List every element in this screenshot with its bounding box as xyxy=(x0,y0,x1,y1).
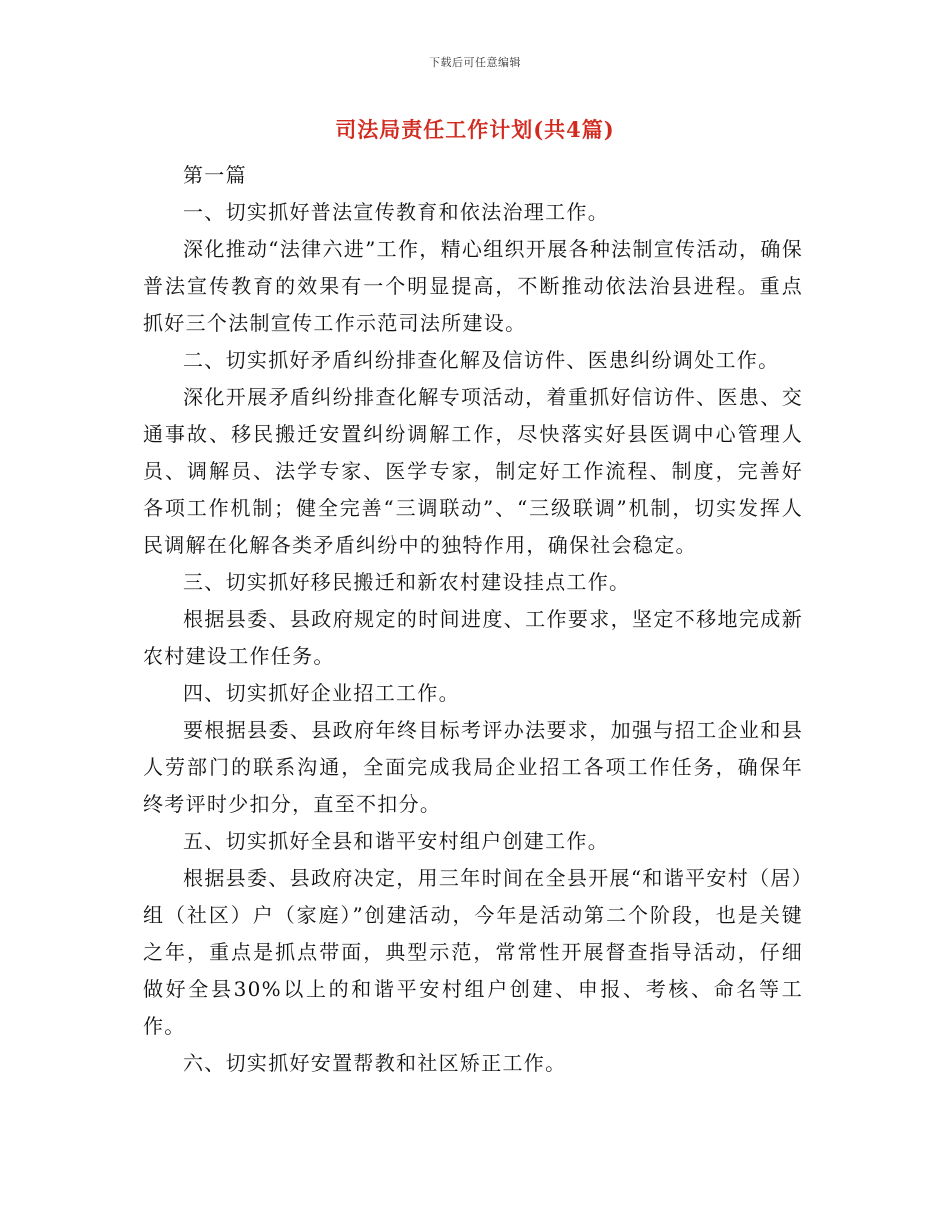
heading-2: 二、切实抓好矛盾纠纷排查化解及信访件、医患纠纷调处工作。 xyxy=(183,348,780,372)
paragraph-4: 要根据县委、县政府年终目标考评办法要求，加强与招工企业和县人劳部门的联系沟通，全面完成我局企业招工各项工作任务，确保年终考评时少扣分，直至不扣分。 xyxy=(143,718,803,816)
paragraph-5: 根据县委、县政府决定，用三年时间在全县开展“和谐平安村（居）组（社区）户（家庭）”创建活动，今年是活动第二个阶段，也是关键之年，重点是抓点带面，典型示范，常常性开展督查指导活动，仔细做好全县30%以上的和谐平安村组户创建、申报、考核、命名等工作。 xyxy=(143,866,803,1038)
paragraph-2: 深化开展矛盾纠纷排查化解专项活动，着重抓好信访件、医患、交通事故、移民搬迁安置纠纷调解工作，尽快落实好县医调中心管理人员、调解员、法学专家、医学专家，制定好工作流程、制度，完善好各项工作机制；健全完善“三调联动”、“三级联调”机制，切实发挥人民调解在化解各类矛盾纠纷中的独特作用，确保社会稳定。 xyxy=(143,385,803,557)
page-header-note: 下载后可任意编辑 xyxy=(429,56,521,69)
heading-5: 五、切实抓好全县和谐平安村组户创建工作。 xyxy=(183,829,609,853)
heading-6: 六、切实抓好安置帮教和社区矫正工作。 xyxy=(183,1051,567,1075)
heading-4: 四、切实抓好企业招工工作。 xyxy=(183,681,460,705)
heading-3: 三、切实抓好移民搬迁和新农村建设挂点工作。 xyxy=(183,570,631,594)
document-body xyxy=(143,157,803,1082)
document-title: 司法局责任工作计划(共4篇) xyxy=(335,117,615,142)
section-label: 第一篇 xyxy=(183,163,247,187)
paragraph-1: 深化推动“法律六进”工作，精心组织开展各种法制宣传活动，确保普法宣传教育的效果有一个明显提高，不断推动依法治县进程。重点抓好三个法制宣传工作示范司法所建设。 xyxy=(143,237,803,335)
paragraph-3: 根据县委、县政府规定的时间进度、工作要求，坚定不移地完成新农村建设工作任务。 xyxy=(143,607,803,668)
heading-1: 一、切实抓好普法宣传教育和依法治理工作。 xyxy=(183,200,609,224)
